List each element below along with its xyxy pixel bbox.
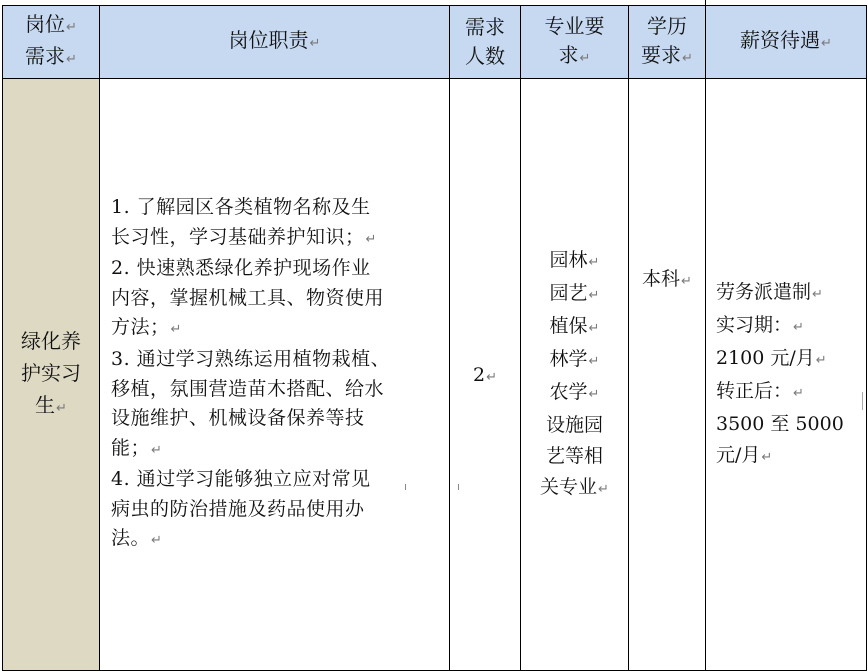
paragraph-mark-icon: ↵ (56, 400, 67, 416)
header-salary (706, 6, 867, 79)
duty-line-2: 长习性，学习基础养护知识； (111, 225, 365, 248)
job-requirements-table (2, 5, 867, 671)
duty-line-3: 2. 快速熟悉绿化养护现场作业 (111, 257, 371, 280)
paragraph-mark-icon: ↵ (588, 353, 600, 369)
major-line-3: 植保 (549, 314, 588, 337)
paragraph-mark-icon: ↵ (793, 319, 804, 335)
position-cell (3, 79, 100, 671)
paragraph-mark-icon: ↵ (66, 20, 77, 35)
duty-line-7: 移植，氛围营造苗木搭配、给水 (111, 377, 385, 400)
table-header-row (3, 6, 867, 79)
major-line-8: 关专业 (540, 475, 598, 498)
salary-line-2: 实习期： (716, 313, 793, 336)
duty-line-1: 1. 了解园区各类植物名称及生 (111, 195, 371, 218)
header-education-line-2: 要求 (641, 42, 682, 67)
duty-line-10: 4. 通过学习能够独立应对常见 (111, 468, 371, 491)
paragraph-mark-icon: ↵ (170, 322, 182, 338)
education-value: 本科 (642, 268, 681, 290)
duty-line-12: 法。 (111, 527, 151, 550)
paragraph-mark-icon: ↵ (588, 386, 600, 402)
paragraph-mark-icon: ↵ (151, 533, 163, 549)
header-salary-label: 薪资待遇 (740, 28, 821, 52)
duty-line-9: 能； (111, 436, 151, 459)
paragraph-mark-icon: ↵ (579, 50, 591, 66)
paragraph-mark-icon: ↵ (812, 286, 823, 302)
paragraph-mark-icon: ↵ (815, 352, 827, 368)
salary-cell (706, 79, 867, 671)
position-line-2: 护实习 (21, 360, 81, 385)
salary-line-3: 2100 元/月 (716, 346, 815, 369)
header-duties (100, 6, 450, 79)
header-education-line-1: 学历 (647, 13, 687, 38)
paragraph-mark-icon: ↵ (151, 442, 163, 458)
header-count-line-1: 需求 (465, 15, 505, 39)
salary-line-5: 3500 至 5000 (716, 412, 844, 435)
header-position-line-2: 需求 (25, 44, 66, 68)
duty-line-11: 病虫的防治措施及药品使用办 (111, 497, 365, 520)
major-line-7: 艺等相 (545, 444, 603, 467)
paragraph-mark-icon: ↵ (821, 36, 832, 51)
count-value: 2 (473, 363, 486, 386)
paragraph-mark-icon: ↵ (588, 254, 600, 270)
major-line-2: 园艺 (549, 281, 588, 304)
major-line-1: 园林 (549, 248, 588, 271)
major-line-5: 农学 (549, 380, 588, 403)
duty-line-5: 方法； (111, 316, 170, 339)
paragraph-mark-icon: ↵ (365, 231, 377, 247)
position-line-3: 生 (35, 392, 56, 417)
header-major (521, 6, 629, 79)
major-line-6: 设施园 (545, 413, 603, 436)
paragraph-mark-icon: ↵ (66, 52, 77, 67)
table-border-stub (458, 484, 459, 490)
header-major-line-1: 专业要 (544, 13, 605, 38)
header-count-line-2: 人数 (465, 44, 505, 68)
education-cell (629, 79, 706, 671)
paragraph-mark-icon: ↵ (793, 385, 804, 401)
header-position (3, 6, 100, 79)
duty-line-4: 内容，掌握机械工具、物资使用 (111, 286, 385, 309)
table-border-stub (405, 484, 406, 490)
duty-line-8: 设施维护、机械设备保养等技 (111, 407, 365, 430)
paragraph-mark-icon: ↵ (761, 449, 773, 465)
paragraph-mark-icon: ↵ (682, 50, 693, 66)
paragraph-mark-icon: ↵ (598, 481, 609, 497)
major-line-4: 林学 (549, 347, 588, 370)
header-position-line-1: 岗位 (25, 12, 66, 36)
table-border-stub (862, 392, 863, 410)
header-count (450, 6, 521, 79)
table-row (3, 79, 867, 671)
header-major-line-2: 求 (558, 42, 579, 67)
count-cell (450, 79, 521, 671)
major-cell (521, 79, 629, 671)
paragraph-mark-icon: ↵ (486, 369, 497, 385)
paragraph-mark-icon: ↵ (309, 36, 321, 51)
position-line-1: 绿化养 (21, 328, 81, 353)
salary-line-1: 劳务派遣制 (716, 280, 812, 303)
header-education (629, 6, 706, 79)
paragraph-mark-icon: ↵ (681, 274, 692, 289)
duty-line-6: 3. 通过学习熟练运用植物栽植、 (111, 347, 391, 370)
paragraph-mark-icon: ↵ (588, 320, 600, 336)
salary-line-4: 转正后： (716, 379, 793, 402)
table-border-stub (705, 0, 706, 5)
paragraph-mark-icon: ↵ (588, 287, 600, 303)
header-duties-label: 岗位职责 (228, 28, 309, 52)
duties-cell (100, 79, 450, 671)
salary-line-6: 元/月 (716, 443, 761, 466)
